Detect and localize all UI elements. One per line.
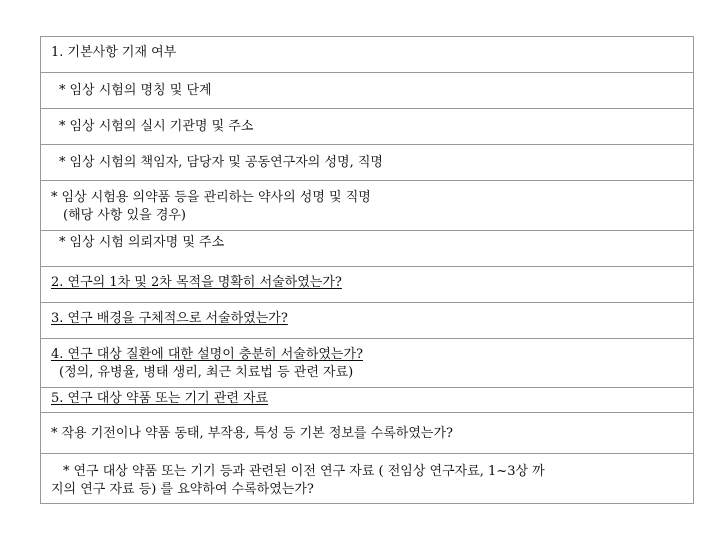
table-row: [41, 454, 693, 503]
item-text: 연구 대상 약품 또는 기기 등과 관련된 이전 연구 자료 ( 전임상 연구자료, 1~3상 까: [73, 464, 545, 479]
item-text: 임상 시험 의뢰자명 및 주소: [69, 235, 225, 250]
table-row: [41, 413, 693, 454]
bullet-mark: *: [63, 464, 70, 479]
table-row: [41, 73, 693, 109]
item-text: 임상 시험의 책임자, 담당자 및 공동연구자의 성명, 직명: [69, 155, 383, 170]
bullet-mark: *: [51, 190, 58, 205]
table-row: [41, 109, 693, 145]
checklist-table: [40, 36, 694, 504]
section-note: (정의, 유병율, 병태 생리, 최근 치료법 등 관련 자료): [59, 365, 354, 380]
section-heading: 1. 기본사항 기재 여부: [51, 45, 177, 60]
table-row: [41, 339, 693, 388]
section-heading: 3. 연구 배경을 구체적으로 서술하였는가?: [51, 311, 288, 326]
table-row: [41, 37, 693, 73]
table-row: [41, 388, 693, 413]
bullet-mark: *: [59, 119, 66, 134]
table-row: [41, 303, 693, 339]
table-row: [41, 145, 693, 181]
bullet-mark: *: [51, 426, 58, 441]
section-heading: 2. 연구의 1차 및 2차 목적을 명확히 서술하였는가?: [51, 275, 342, 290]
section-heading: 5. 연구 대상 약품 또는 기기 관련 자료: [51, 391, 269, 406]
item-text: 임상 시험의 실시 기관명 및 주소: [69, 119, 254, 134]
item-text: 임상 시험의 명칭 및 단계: [69, 83, 212, 98]
bullet-mark: *: [59, 155, 66, 170]
item-note: (해당 사항 있을 경우): [63, 208, 187, 223]
item-text-continued: 지의 연구 자료 등) 를 요약하여 수록하였는가?: [51, 482, 314, 497]
table-row: [41, 267, 693, 303]
table-row: [41, 181, 693, 231]
table-row: [41, 231, 693, 267]
item-text: 작용 기전이나 약품 동태, 부작용, 특성 등 기본 정보를 수록하였는가?: [61, 426, 453, 441]
item-text: 임상 시험용 의약품 등을 관리하는 약사의 성명 및 직명: [61, 190, 371, 205]
bullet-mark: *: [59, 235, 66, 250]
section-heading: 4. 연구 대상 질환에 대한 설명이 충분히 서술하였는가?: [51, 347, 364, 362]
bullet-mark: *: [59, 83, 66, 98]
